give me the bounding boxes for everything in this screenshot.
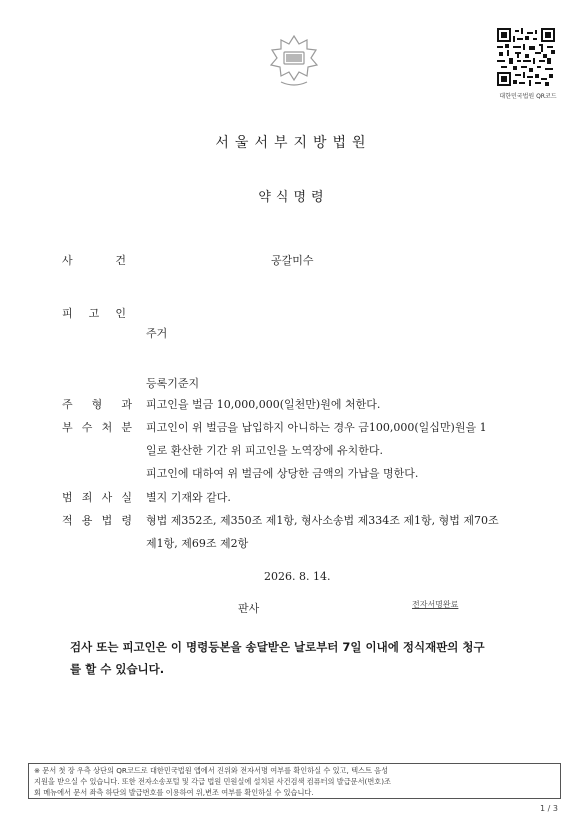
laws-line: 제1항, 제69조 제2항 bbox=[146, 537, 249, 550]
qr-code-icon bbox=[497, 28, 555, 86]
label-char: 사 bbox=[101, 491, 113, 504]
label-char: 처 bbox=[101, 421, 113, 434]
page-number: 1 / 3 bbox=[540, 804, 558, 813]
label-char: 수 bbox=[81, 421, 93, 434]
label-char: 부 bbox=[62, 421, 73, 434]
label-char: 범 bbox=[62, 491, 73, 504]
label-char: 과 bbox=[121, 398, 132, 411]
label-char: 령 bbox=[121, 514, 132, 527]
label-char: 형 bbox=[91, 398, 103, 411]
notice-line: 검사 또는 피고인은 이 명령등본을 송달받은 날로부터 7일 이내에 정식재판의 청구 bbox=[70, 640, 485, 654]
footer-line: 회 메뉴에서 문서 좌측 하단의 발급번호를 이용하여 위,변조 여부를 확인하실 수 있습니다. bbox=[34, 788, 314, 797]
footer-line: 지원을 받으실 수 있습니다. 또한 전자소송포털 및 각급 법원 민원실에 설치된 사건검색 컴퓨터의 발급문서(번호)조 bbox=[34, 777, 391, 786]
facts-text: 별지 기재와 같다. bbox=[146, 491, 231, 504]
label-char: 죄 bbox=[81, 491, 93, 504]
sentence-label bbox=[62, 396, 132, 412]
label-char: 사 bbox=[62, 254, 73, 267]
ancillary-line: 피고인에 대하여 위 벌금에 상당한 금액의 가납을 명한다. bbox=[146, 467, 419, 480]
decision-date: 2026. 8. 14. bbox=[264, 570, 331, 583]
label-char: 고 bbox=[88, 307, 100, 320]
label-char: 피 bbox=[62, 307, 73, 320]
ancillary-label bbox=[62, 419, 132, 435]
defendant-registered-label: 등록기준지 bbox=[146, 377, 200, 390]
label-char: 적 bbox=[62, 514, 73, 527]
laws-label bbox=[62, 512, 132, 528]
footer-line: ※ 문서 첫 장 우측 상단의 QR코드로 대한민국법원 앱에서 진위와 전자서명 여부를 확인하실 수 있고, 텍스트 음성 bbox=[34, 766, 389, 775]
label-char: 인 bbox=[115, 307, 126, 320]
appeal-notice bbox=[70, 636, 530, 680]
label-char: 주 bbox=[62, 398, 73, 411]
laws-line: 형법 제352조, 제350조 제1항, 형사소송법 제334조 제1항, 형법 제70조 bbox=[146, 514, 499, 527]
notice-line: 를 할 수 있습니다. bbox=[70, 662, 165, 676]
label-char: 법 bbox=[101, 514, 113, 527]
verification-notice bbox=[34, 765, 554, 798]
facts-label bbox=[62, 489, 132, 505]
case-name: 공갈미수 bbox=[271, 254, 314, 267]
document-title: 약식명령 bbox=[258, 190, 329, 205]
label-char: 건 bbox=[115, 254, 126, 267]
court-name: 서울서부지방법원 bbox=[215, 135, 372, 151]
defendant-label bbox=[62, 305, 126, 321]
case-label bbox=[62, 252, 126, 268]
label-char: 용 bbox=[81, 514, 93, 527]
label-char: 실 bbox=[121, 491, 132, 504]
sentence-text: 피고인을 벌금 10,000,000(일천만)원에 처한다. bbox=[146, 398, 381, 411]
defendant-address-label: 주거 bbox=[146, 327, 168, 340]
qr-caption: 대한민국법원 QR코드 bbox=[499, 93, 557, 100]
ancillary-line: 일로 환산한 기간 위 피고인을 노역장에 유치한다. bbox=[146, 444, 383, 457]
label-char: 분 bbox=[121, 421, 132, 434]
ancillary-line: 피고인이 위 벌금을 납입하지 아니하는 경우 금100,000(일십만)원을 1 bbox=[146, 421, 487, 434]
e-signature-mark: 전자서명완료 bbox=[412, 600, 459, 609]
judge-label: 판사 bbox=[238, 602, 260, 615]
court-emblem-icon bbox=[267, 32, 321, 90]
